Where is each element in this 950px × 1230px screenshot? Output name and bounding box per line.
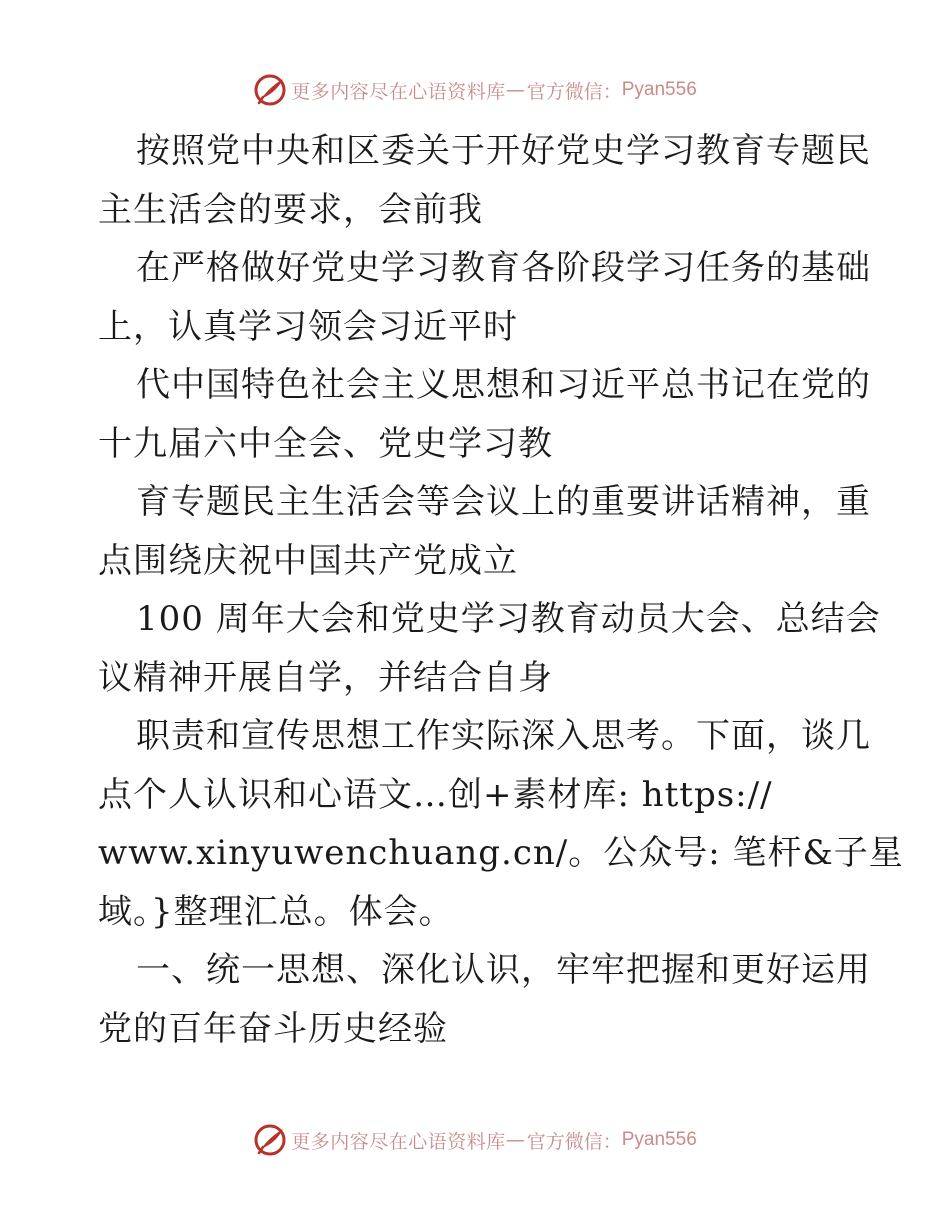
banner-wechat-label: 官方微信： <box>526 1130 622 1153</box>
text-line: 主生活会的要求，会前我 <box>98 189 483 230</box>
text-line: 在严格做好党史学习教育各阶段学习任务的基础 <box>136 248 871 288</box>
text-line: 代中国特色社会主义思想和习近平总书记在党的 <box>136 365 871 405</box>
banner-text: 更多内容尽在心语资料库 <box>291 80 506 103</box>
banner-wechat-id: Pyan556 <box>621 1129 697 1150</box>
banner-separator: — <box>505 79 525 101</box>
text-line: 上，认真学习领会习近平时 <box>98 306 518 347</box>
text-line: 职责和宣传思想工作实际深入思考。下面，谈几 <box>136 716 871 756</box>
quill-logo-icon <box>253 1123 287 1157</box>
banner-wechat-label: 官方微信： <box>526 80 622 103</box>
text-line: 按照党中央和区委关于开好党史学习教育专题民 <box>136 131 871 171</box>
text-line: 育专题民主生活会等会议上的重要讲话精神，重 <box>136 482 871 522</box>
header-banner <box>0 70 950 110</box>
text-line: www.xinyuwenchuang.cn/。公众号: 笔杆&子星 <box>98 833 904 873</box>
banner-text: 更多内容尽在心语资料库 <box>291 1130 506 1153</box>
banner-separator: — <box>505 1129 525 1151</box>
text-line: 党的百年奋斗历史经验 <box>98 1008 448 1049</box>
footer-banner <box>0 1120 950 1160</box>
text-line: 点个人认识和心语文…创+素材库: https:// <box>98 774 773 815</box>
text-line: 十九届六中全会、党史学习教 <box>98 423 553 464</box>
text-line: 100 周年大会和党史学习教育动员大会、总结会 <box>136 599 881 639</box>
document-body <box>98 122 904 1058</box>
text-line: 议精神开展自学，并结合自身 <box>98 657 553 698</box>
text-line: 域。}整理汇总。体会。 <box>98 891 454 932</box>
banner-wechat-id: Pyan556 <box>621 79 697 100</box>
text-line: 一、统一思想、深化认识，牢牢把握和更好运用 <box>136 950 871 990</box>
text-line: 点围绕庆祝中国共产党成立 <box>98 540 518 581</box>
quill-logo-icon <box>253 73 287 107</box>
